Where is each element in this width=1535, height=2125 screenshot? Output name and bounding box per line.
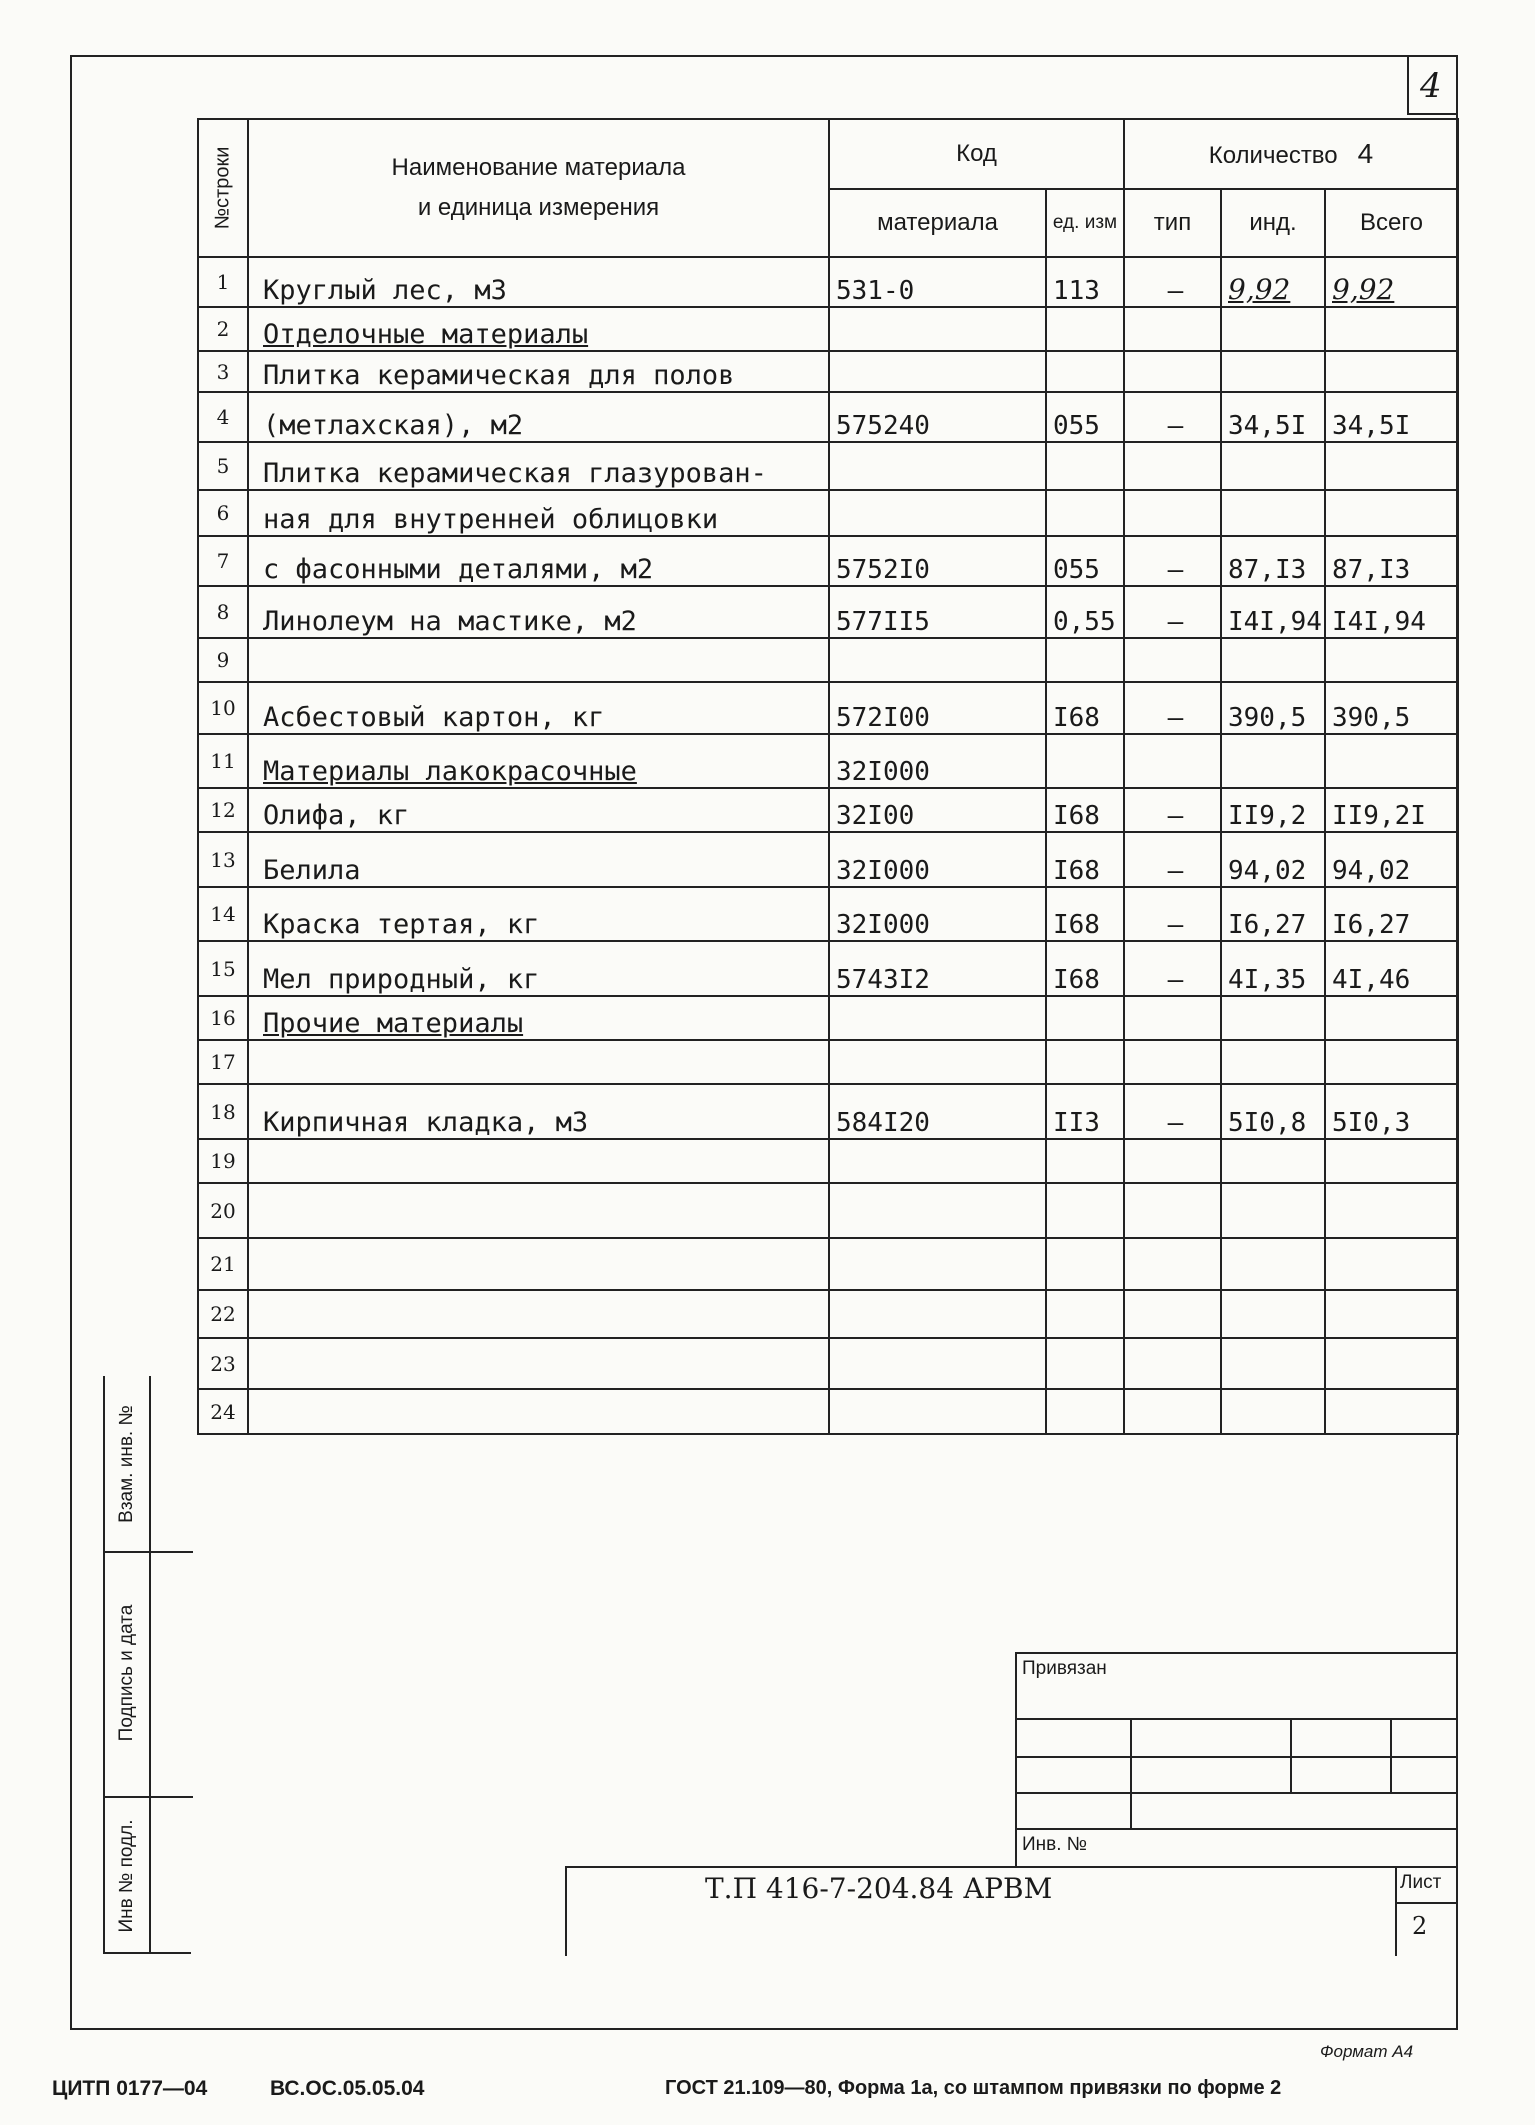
material-code <box>829 351 1046 392</box>
unit-code <box>1046 996 1124 1040</box>
qty-ind <box>1221 1139 1325 1183</box>
qty-total: I4I,94 <box>1325 586 1458 638</box>
material-name: Белила <box>248 832 829 887</box>
material-code: 575240 <box>829 392 1046 442</box>
stamp-inv-no: Инв. № <box>1022 1834 1088 1855</box>
row-number: 5 <box>198 442 248 490</box>
material-code <box>829 638 1046 682</box>
row-number: 2 <box>198 307 248 351</box>
qty-ind <box>1221 442 1325 490</box>
row-number: 6 <box>198 490 248 536</box>
unit-code: 113 <box>1046 257 1124 307</box>
material-name: Линолеум на мастике, м2 <box>248 586 829 638</box>
material-code <box>829 442 1046 490</box>
material-code: 32I000 <box>829 832 1046 887</box>
side-podpis-label: Подпись и дата <box>116 1604 137 1742</box>
row-number: 18 <box>198 1084 248 1139</box>
corner-page-number: 4 <box>1420 66 1442 106</box>
stamp-list-value: 2 <box>1412 1912 1428 1940</box>
qty-total: 87,I3 <box>1325 536 1458 586</box>
row-number: 1 <box>198 257 248 307</box>
footer-format: Формат А4 <box>1320 2042 1414 2061</box>
qty-total <box>1325 490 1458 536</box>
table-row <box>198 1338 1458 1389</box>
unit-code <box>1046 1139 1124 1183</box>
header-code-material: материала <box>829 189 1046 257</box>
material-code: 577II5 <box>829 586 1046 638</box>
unit-code <box>1046 351 1124 392</box>
qty-type: – <box>1124 832 1221 887</box>
qty-ind: 4I,35 <box>1221 941 1325 996</box>
side-stamp <box>103 1376 191 1954</box>
qty-total: 5I0,3 <box>1325 1084 1458 1139</box>
unit-code <box>1046 490 1124 536</box>
qty-type <box>1124 638 1221 682</box>
table-row <box>198 1389 1458 1434</box>
row-number: 17 <box>198 1040 248 1084</box>
material-code <box>829 996 1046 1040</box>
unit-code: II3 <box>1046 1084 1124 1139</box>
qty-type <box>1124 1139 1221 1183</box>
qty-ind <box>1221 307 1325 351</box>
material-name: Материалы лакокрасочные <box>248 734 829 788</box>
qty-total: 34,5I <box>1325 392 1458 442</box>
qty-ind: 9,92 <box>1221 257 1325 307</box>
row-number: 8 <box>198 586 248 638</box>
material-name <box>248 1290 829 1338</box>
row-number: 23 <box>198 1338 248 1389</box>
material-name <box>248 1338 829 1389</box>
row-number: 9 <box>198 638 248 682</box>
material-code <box>829 307 1046 351</box>
table-row <box>198 887 1458 941</box>
qty-type <box>1124 1290 1221 1338</box>
qty-ind: I6,27 <box>1221 887 1325 941</box>
qty-total <box>1325 1338 1458 1389</box>
material-name: Круглый лес, м3 <box>248 257 829 307</box>
material-name <box>248 1183 829 1238</box>
stamp-privyazan: Привязан <box>1022 1658 1107 1679</box>
qty-total: 390,5 <box>1325 682 1458 734</box>
table-row <box>198 490 1458 536</box>
row-number: 14 <box>198 887 248 941</box>
materials-table <box>197 118 1459 1435</box>
row-number: 20 <box>198 1183 248 1238</box>
qty-total: II9,2I <box>1325 788 1458 832</box>
material-code: 572I00 <box>829 682 1046 734</box>
qty-ind <box>1221 490 1325 536</box>
material-code: 32I000 <box>829 734 1046 788</box>
table-row <box>198 788 1458 832</box>
material-name <box>248 638 829 682</box>
stamp-list-label: Лист <box>1400 1872 1442 1893</box>
unit-code <box>1046 734 1124 788</box>
table-row <box>198 1040 1458 1084</box>
material-name: ная для внутренней облицовки <box>248 490 829 536</box>
unit-code: 055 <box>1046 536 1124 586</box>
unit-code: I68 <box>1046 941 1124 996</box>
qty-type: – <box>1124 682 1221 734</box>
qty-total <box>1325 1290 1458 1338</box>
row-number: 15 <box>198 941 248 996</box>
material-code <box>829 1338 1046 1389</box>
qty-type <box>1124 1183 1221 1238</box>
material-code: 531-0 <box>829 257 1046 307</box>
qty-ind <box>1221 996 1325 1040</box>
stamp-title: Т.П 416-7-204.84 АРВМ <box>705 1872 1053 1905</box>
row-number: 11 <box>198 734 248 788</box>
qty-total <box>1325 1040 1458 1084</box>
unit-code <box>1046 1183 1124 1238</box>
qty-ind: 390,5 <box>1221 682 1325 734</box>
material-name: Плитка керамическая глазурован- <box>248 442 829 490</box>
unit-code <box>1046 1290 1124 1338</box>
unit-code <box>1046 638 1124 682</box>
qty-type <box>1124 1040 1221 1084</box>
qty-total: 4I,46 <box>1325 941 1458 996</box>
side-vzam-label: Взам. инв. № <box>116 1405 137 1523</box>
row-number: 16 <box>198 996 248 1040</box>
material-name: Краска тертая, кг <box>248 887 829 941</box>
unit-code: I68 <box>1046 788 1124 832</box>
material-name: Отделочные материалы <box>248 307 829 351</box>
table-row <box>198 832 1458 887</box>
material-name: с фасонными деталями, м2 <box>248 536 829 586</box>
header-qty-ind: инд. <box>1221 189 1325 257</box>
qty-ind <box>1221 1389 1325 1434</box>
table-row <box>198 307 1458 351</box>
material-code <box>829 490 1046 536</box>
row-number: 4 <box>198 392 248 442</box>
unit-code: I68 <box>1046 682 1124 734</box>
qty-type <box>1124 351 1221 392</box>
header-code-group: Код <box>829 119 1124 189</box>
header-row-number: №строки <box>198 119 248 257</box>
material-code <box>829 1389 1046 1434</box>
header-qty-total: Всего <box>1325 189 1458 257</box>
row-number: 12 <box>198 788 248 832</box>
material-name <box>248 1040 829 1084</box>
row-number: 13 <box>198 832 248 887</box>
header-quantity-group: Количество 4 <box>1124 119 1458 189</box>
material-code <box>829 1139 1046 1183</box>
qty-ind: II9,2 <box>1221 788 1325 832</box>
table-row <box>198 1139 1458 1183</box>
qty-total <box>1325 1139 1458 1183</box>
qty-type <box>1124 490 1221 536</box>
qty-total <box>1325 638 1458 682</box>
table-row <box>198 1084 1458 1139</box>
qty-ind: 34,5I <box>1221 392 1325 442</box>
material-code: 32I00 <box>829 788 1046 832</box>
qty-total <box>1325 734 1458 788</box>
table-row <box>198 442 1458 490</box>
row-number: 10 <box>198 682 248 734</box>
row-number: 3 <box>198 351 248 392</box>
table-row <box>198 1238 1458 1290</box>
qty-type: – <box>1124 257 1221 307</box>
qty-total: 9,92 <box>1325 257 1458 307</box>
qty-total <box>1325 1183 1458 1238</box>
table-row <box>198 1290 1458 1338</box>
qty-ind <box>1221 1338 1325 1389</box>
material-code <box>829 1238 1046 1290</box>
material-name <box>248 1238 829 1290</box>
table-row <box>198 351 1458 392</box>
unit-code: I68 <box>1046 887 1124 941</box>
table-row <box>198 257 1458 307</box>
qty-ind <box>1221 734 1325 788</box>
row-number: 7 <box>198 536 248 586</box>
table-row <box>198 536 1458 586</box>
unit-code <box>1046 1238 1124 1290</box>
qty-total <box>1325 1389 1458 1434</box>
table-row <box>198 638 1458 682</box>
material-name: Кирпичная кладка, м3 <box>248 1084 829 1139</box>
footer-left-code: ЦИТП 0177—04 <box>52 2077 208 2100</box>
material-code: 5743I2 <box>829 941 1046 996</box>
qty-total: 94,02 <box>1325 832 1458 887</box>
header-code-unit: ед. изм <box>1046 189 1124 257</box>
qty-ind <box>1221 638 1325 682</box>
qty-type <box>1124 1338 1221 1389</box>
material-name: Асбестовый картон, кг <box>248 682 829 734</box>
qty-type: – <box>1124 788 1221 832</box>
qty-ind: I4I,94 <box>1221 586 1325 638</box>
unit-code <box>1046 307 1124 351</box>
material-code <box>829 1040 1046 1084</box>
qty-total <box>1325 1238 1458 1290</box>
qty-ind <box>1221 1040 1325 1084</box>
qty-ind <box>1221 351 1325 392</box>
qty-type <box>1124 442 1221 490</box>
qty-ind <box>1221 1238 1325 1290</box>
material-code: 584I20 <box>829 1084 1046 1139</box>
material-code <box>829 1290 1046 1338</box>
unit-code: I68 <box>1046 832 1124 887</box>
qty-type: – <box>1124 392 1221 442</box>
row-number: 24 <box>198 1389 248 1434</box>
side-inv-label: Инв № подл. <box>116 1819 137 1933</box>
qty-ind: 94,02 <box>1221 832 1325 887</box>
material-name: Олифа, кг <box>248 788 829 832</box>
qty-total <box>1325 307 1458 351</box>
row-number: 21 <box>198 1238 248 1290</box>
row-number: 22 <box>198 1290 248 1338</box>
unit-code <box>1046 1338 1124 1389</box>
material-name: (метлахская), м2 <box>248 392 829 442</box>
qty-type: – <box>1124 586 1221 638</box>
table-row <box>198 996 1458 1040</box>
header-material-name: Наименование материала и единица измерения <box>248 119 829 257</box>
qty-type <box>1124 1238 1221 1290</box>
table-row <box>198 392 1458 442</box>
qty-type: – <box>1124 536 1221 586</box>
material-code <box>829 1183 1046 1238</box>
material-name: Плитка керамическая для полов <box>248 351 829 392</box>
qty-total <box>1325 442 1458 490</box>
qty-total <box>1325 351 1458 392</box>
material-name <box>248 1389 829 1434</box>
unit-code <box>1046 442 1124 490</box>
qty-type: – <box>1124 941 1221 996</box>
qty-type <box>1124 307 1221 351</box>
header-qty-type: тип <box>1124 189 1221 257</box>
material-name <box>248 1139 829 1183</box>
qty-type: – <box>1124 887 1221 941</box>
qty-total <box>1325 996 1458 1040</box>
row-number: 19 <box>198 1139 248 1183</box>
qty-type <box>1124 996 1221 1040</box>
qty-ind: 87,I3 <box>1221 536 1325 586</box>
qty-type <box>1124 1389 1221 1434</box>
unit-code: 055 <box>1046 392 1124 442</box>
table-row <box>198 586 1458 638</box>
unit-code <box>1046 1040 1124 1084</box>
qty-type: – <box>1124 1084 1221 1139</box>
footer-doc-code: ВС.ОС.05.05.04 <box>270 2077 425 2100</box>
qty-ind <box>1221 1290 1325 1338</box>
unit-code <box>1046 1389 1124 1434</box>
qty-total: I6,27 <box>1325 887 1458 941</box>
footer-gost: ГОСТ 21.109—80, Форма 1а, со штампом привязки по форме 2 <box>665 2077 1282 2099</box>
table-row <box>198 1183 1458 1238</box>
qty-ind: 5I0,8 <box>1221 1084 1325 1139</box>
qty-type <box>1124 734 1221 788</box>
table-row <box>198 941 1458 996</box>
qty-ind <box>1221 1183 1325 1238</box>
material-code: 5752I0 <box>829 536 1046 586</box>
material-code: 32I000 <box>829 887 1046 941</box>
table-row <box>198 734 1458 788</box>
material-name: Мел природный, кг <box>248 941 829 996</box>
table-row <box>198 682 1458 734</box>
unit-code: 0,55 <box>1046 586 1124 638</box>
material-name: Прочие материалы <box>248 996 829 1040</box>
